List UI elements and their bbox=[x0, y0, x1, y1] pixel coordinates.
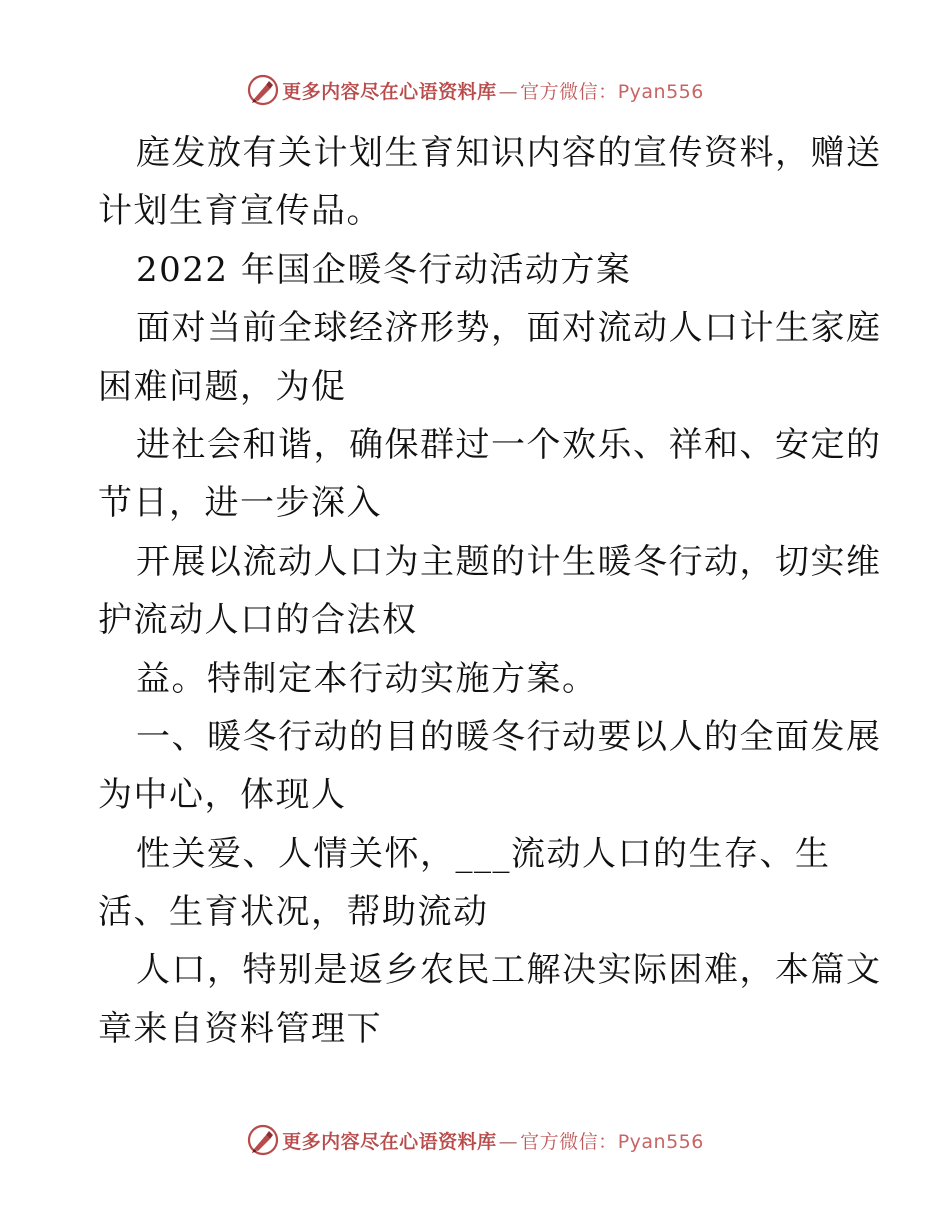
body-text-line: 计划生育宣传品。 bbox=[98, 191, 382, 232]
body-text-line: 面对当前全球经济形势，面对流动人口计生家庭 bbox=[136, 308, 882, 349]
body-text-line: 进社会和谐，确保群过一个欢乐、祥和、安定的 bbox=[136, 424, 882, 465]
pen-logo-icon bbox=[246, 73, 280, 107]
body-text-line: 益。特制定本行动实施方案。 bbox=[136, 658, 598, 699]
header-banner-text bbox=[282, 77, 704, 104]
header-wechat-account: Pyan556 bbox=[617, 80, 704, 103]
body-text-line: 为中心，体现人 bbox=[98, 775, 347, 816]
footer-wechat-account: Pyan556 bbox=[617, 1130, 704, 1153]
body-text-line: 开展以流动人口为主题的计生暖冬行动，切实维 bbox=[136, 541, 882, 582]
body-text-line: 困难问题，为促 bbox=[98, 366, 347, 407]
body-text-line: 章来自资料管理下 bbox=[98, 1008, 382, 1049]
header-site-text: 更多内容尽在心语资料库 bbox=[282, 80, 497, 103]
document-body bbox=[98, 124, 882, 1058]
header-banner bbox=[0, 68, 950, 112]
header-wechat-label: 官方微信： bbox=[520, 80, 618, 103]
body-text-line: 庭发放有关计划生育知识内容的宣传资料，赠送 bbox=[136, 133, 882, 173]
footer-separator: — bbox=[498, 1130, 519, 1153]
body-text-line: 2022 年国企暖冬行动活动方案 bbox=[136, 249, 632, 290]
pen-logo-icon bbox=[246, 1123, 280, 1157]
body-text-line: 护流动人口的合法权 bbox=[98, 600, 418, 641]
footer-site-text: 更多内容尽在心语资料库 bbox=[282, 1130, 497, 1153]
footer-wechat-label: 官方微信： bbox=[520, 1130, 618, 1153]
header-separator: — bbox=[498, 80, 519, 103]
body-text-line: 性关爱、人情关怀，___流动人口的生存、生 bbox=[136, 833, 831, 874]
body-text-line: 一、暖冬行动的目的暖冬行动要以人的全面发展 bbox=[136, 716, 882, 757]
body-text-line: 节日，进一步深入 bbox=[98, 483, 382, 524]
footer-banner bbox=[0, 1118, 950, 1162]
body-text-line: 人口，特别是返乡农民工解决实际困难，本篇文 bbox=[136, 950, 882, 991]
body-text-line: 活、生育状况，帮助流动 bbox=[98, 892, 489, 933]
footer-banner-text bbox=[282, 1127, 704, 1154]
